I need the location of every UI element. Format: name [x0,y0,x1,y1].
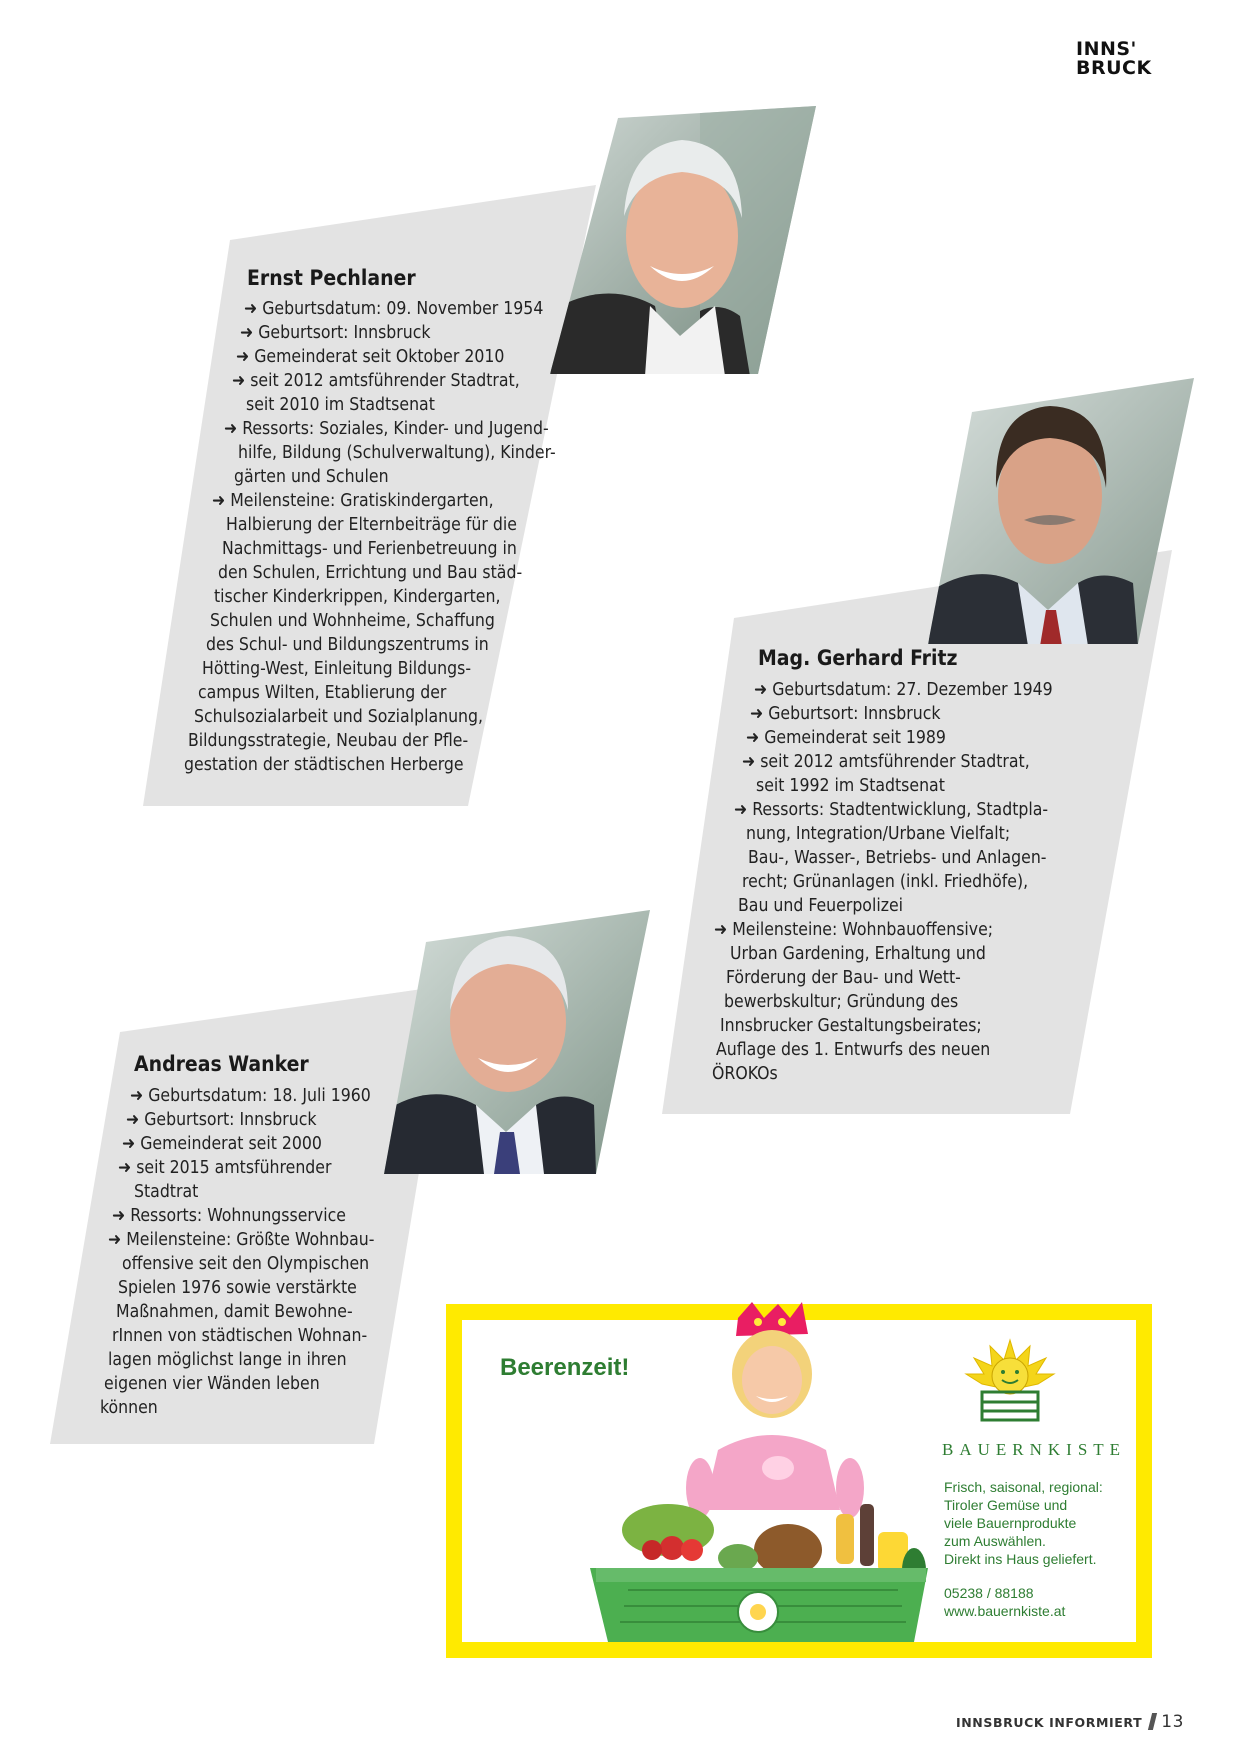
profile-name: Mag. Gerhard Fritz [758,646,958,670]
detail-line: offensive seit den Olympischen [122,1254,370,1274]
ad-headline: Beerenzeit! [500,1354,630,1381]
ad-text-line: viele Bauernprodukte [944,1515,1077,1531]
detail-line: Hötting-West, Einleitung Bildungs- [202,659,472,679]
detail-line: ÖROKOs [712,1064,778,1084]
detail-line: campus Wilten, Etablierung der [198,683,447,703]
detail-line: Nachmittags- und Ferienbetreuung in [222,539,517,559]
detail-line: rInnen von städtischen Wohnan- [112,1326,368,1346]
ad-phone: 05238 / 88188 [944,1585,1034,1601]
detail-line: ➜ Gemeinderat seit 2000 [122,1134,322,1154]
detail-line: Bau und Feuerpolizei [738,896,904,916]
detail-line: ➜ Geburtsdatum: 09. November 1954 [244,299,544,319]
ad-brand-name: BAUERNKISTE [942,1440,1127,1459]
detail-line: ➜ seit 2012 amtsführender Stadtrat, [742,752,1030,772]
detail-line: ➜ Geburtsort: Innsbruck [750,704,941,724]
detail-line: tischer Kinderkrippen, Kindergarten, [214,587,501,607]
detail-line: seit 2010 im Stadtsenat [246,395,435,415]
detail-line: Spielen 1976 sowie verstärkte [118,1278,357,1298]
page-number: 13 [1161,1712,1185,1732]
detail-line: ➜ seit 2012 amtsführender Stadtrat, [232,371,520,391]
ad-text-line: Tiroler Gemüse und [944,1497,1068,1513]
detail-line: ➜ Geburtsort: Innsbruck [126,1110,317,1130]
detail-line: eigenen vier Wänden leben [104,1374,320,1394]
profile-name: Andreas Wanker [134,1052,309,1076]
detail-line: bewerbskultur; Gründung des [724,992,959,1012]
detail-line: ➜ Geburtsdatum: 18. Juli 1960 [130,1086,371,1106]
detail-line: ➜ Gemeinderat seit 1989 [746,728,946,748]
portrait-wanker [384,910,652,1174]
detail-line: nung, Integration/Urbane Vielfalt; [746,824,1011,844]
detail-line: gärten und Schulen [234,467,389,487]
ad-text-line: zum Auswählen. [944,1533,1046,1549]
detail-line: lagen möglichst lange in ihren [108,1350,347,1370]
detail-line: ➜ Ressorts: Wohnungsservice [112,1206,346,1226]
profile-name: Ernst Pechlaner [247,266,416,290]
detail-line: ➜ Geburtsort: Innsbruck [240,323,431,343]
detail-line: ➜ Gemeinderat seit Oktober 2010 [236,347,505,367]
detail-line: ➜ Ressorts: Soziales, Kinder- und Jugend- [224,419,549,439]
detail-line: gestation der städtischen Herberge [184,755,464,775]
ad-text-line: Direkt ins Haus geliefert. [944,1551,1097,1567]
logo-line-1: INNS' [1076,38,1137,60]
detail-line: Schulen und Wohnheime, Schaffung [210,611,495,631]
detail-line: Bildungsstrategie, Neubau der Pfle- [188,731,469,751]
detail-line: Halbierung der Elternbeiträge für die [226,515,517,535]
publication-name: INNSBRUCK INFORMIERT [956,1715,1143,1730]
detail-line: können [100,1398,158,1418]
detail-line: Auflage des 1. Entwurfs des neuen [716,1040,991,1060]
detail-line: Innsbrucker Gestaltungsbeirates; [720,1016,982,1036]
detail-line: seit 1992 im Stadtsenat [756,776,945,796]
detail-line: ➜ Geburtsdatum: 27. Dezember 1949 [754,680,1053,700]
page-footer [956,1712,1184,1732]
detail-line: ➜ Ressorts: Stadtentwicklung, Stadtpla- [734,800,1049,820]
logo-line-2: BRUCK [1076,57,1152,79]
detail-line: recht; Grünanlagen (inkl. Friedhöfe), [742,872,1029,892]
footer-divider [1148,1713,1157,1730]
detail-line: Bau-, Wasser-, Betriebs- und Anlagen- [748,848,1047,868]
detail-line: ➜ seit 2015 amtsführender [118,1158,332,1178]
detail-line: Förderung der Bau- und Wett- [726,968,961,988]
detail-line: Schulsozialarbeit und Sozialplanung, [194,707,484,727]
detail-line: den Schulen, Errichtung und Bau städ- [218,563,523,583]
ad-girl-with-crate-illustration [568,1300,938,1642]
ad-text-line: Frisch, saisonal, regional: [944,1479,1103,1495]
detail-line: Maßnahmen, damit Bewohne- [116,1302,353,1322]
detail-line: ➜ Meilensteine: Größte Wohnbau- [108,1230,375,1250]
detail-line: ➜ Meilensteine: Gratiskindergarten, [212,491,494,511]
detail-line: des Schul- und Bildungszentrums in [206,635,489,655]
ad-copy [944,1478,1103,1620]
ad-website-link[interactable]: www.bauernkiste.at [944,1603,1066,1619]
detail-line: ➜ Meilensteine: Wohnbauoffensive; [714,920,994,940]
detail-line: Stadtrat [134,1182,199,1202]
detail-line: hilfe, Bildung (Schulverwaltung), Kinder- [238,443,556,463]
detail-line: Urban Gardening, Erhaltung und [730,944,986,964]
